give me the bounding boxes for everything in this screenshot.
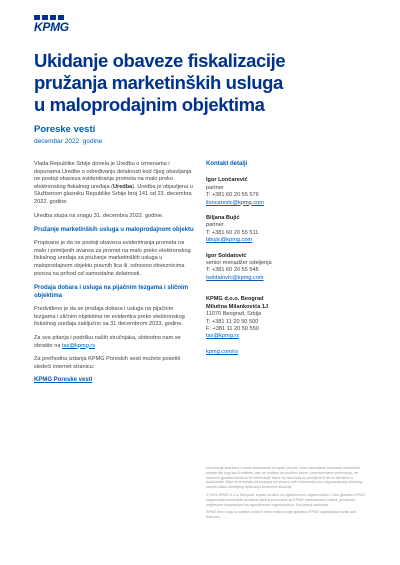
publication-date: decembar 2022. godine [34, 138, 103, 145]
tax-news-link[interactable]: KPMG Poreske vesti [34, 377, 93, 384]
office-company: KPMG d.o.o. Beograd [206, 296, 264, 303]
office-phone: T: +381 11 20 50 500 [206, 318, 259, 325]
effective-date-paragraph: Uredba stupa na snagu 31. decembra 2022. godine. [34, 212, 164, 219]
page-title [34, 50, 294, 116]
contact-name: Biljana Bujić [206, 215, 240, 222]
market-stalls-paragraph: Predviđeno je da se prodaja dobara i usluga na pijačnim tezgama i sličnim objektima ne evidentira preko elektronskog fiskalnog uređaja zaključno sa 31 decembrom 2023. godine. [34, 306, 185, 328]
contact-name: Igor Lončarević [206, 177, 248, 184]
contact-paragraph: Za sva pitanja i podršku naših stručnjaka, slobodno nam se obratite na tax@kpmg.rs [34, 334, 181, 349]
intro-paragraph: Vlada Republike Srbije donela je Uredbu o izmenama i dopunama Uredbe o određivanju delatnosti kod čijeg obavljanja ne postoji obaveza evidentiranja prometa na malo preko elektronskog fiskalnog uređaja (Uredba). Uredba je objavljena u Službenom glasniku Republike Srbije broj 141 od 23. decembra 2022. godine. [34, 161, 193, 205]
contact-email-link[interactable]: iloncarevic@kpmg.com [206, 199, 264, 206]
title-line-1: Ukidanje obaveze fiskalizacije [34, 50, 286, 71]
contact-phone: T: +381 60 20 55 546 [206, 267, 259, 274]
marketing-paragraph: Propisano je da ne postoji obaveza evidentiranja prometa na malo i primljenih avansa za promet na malo preko elektronskog fiskalnog uređaja za pružanje marketinških usluga u maloprodajnom objektu pravnih lica ili, odnosno obveznicima poreza na prihod od samostalne delatnosti. [34, 240, 191, 277]
heading-marketing: Pružanje marketinških usluga u maloprodajnom objektu [34, 227, 194, 234]
office-street: Milutina Milankovića 1J [206, 303, 269, 310]
contact-email-link[interactable]: isoldatovic@kpmg.com [206, 274, 264, 281]
contacts-heading: Kontakt detalji [206, 161, 248, 167]
office-fax: F: +381 11 20 50 550 [206, 325, 259, 332]
tax-email-link[interactable]: tax@kpmg.rs [62, 342, 96, 349]
section-label: Poreske vesti [34, 124, 96, 135]
title-line-2: pružanja marketinških usluga [34, 72, 283, 93]
contact-name: Igor Soldatović [206, 252, 247, 259]
trademark-text: KPMG ime i logo su zaštitni znaci ili robni znakovi koje globalna KPMG organizacija koristi pod licencom. [206, 510, 357, 520]
main-column [34, 161, 194, 385]
office-address [206, 296, 366, 340]
contact-role: partner [206, 222, 224, 229]
contact-column [206, 161, 366, 356]
title-line-3: u maloprodajnim objektima [34, 94, 265, 115]
contact-role: senior menadžer odeljenja [206, 260, 272, 267]
contact-card [206, 177, 366, 207]
website-link[interactable]: kpmg.com/rs [206, 348, 239, 355]
heading-market-stalls: Prodaja dobara i usluga na pijačnim tezgama i sličnim objektima [34, 285, 189, 300]
kpmg-logo [34, 15, 69, 33]
legal-footer [206, 466, 366, 523]
contact-card [206, 215, 366, 245]
contact-card [206, 253, 366, 283]
copyright-text: © 2022 KPMG d.o.o. Beograd, srpsko društvo sa ograničenom odgovornošću i član globalne KPMG organizacije nezavisnih društava članica povezanih sa KPMG International Limited, privatnom engleskom kompanijom sa ograničenom odgovornošću. Sva prava zadržana. [206, 492, 365, 507]
archive-paragraph: Za prethodna izdanja KPMG Poreskih vesti možete posetiti sledeći internet stranicu: [34, 356, 181, 370]
uredba-term: Uredba [112, 183, 133, 190]
disclaimer-text: Informacije sadržane u ovom dokumentu su opšte prirode i nisu namenjene rešavanju konkretnih pitanja bilo kog lica ili entiteta. Iako se trudimo da pružimo tačne i pravovremene informacije, ne možemo garantovati da su te informacije tačne na dan kada su primljene ili da će biti tačne u budućnosti. Niko ne bi trebalo da postupa na osnovu ovih informacija bez odgovarajućeg stručnog saveta nakon temeljnog ispitivanja konkretne situacije. [206, 466, 362, 490]
contact-phone: T: +381 60 20 55 511 [206, 229, 259, 236]
contact-phone: T: +381 60 20 55 576 [206, 192, 259, 199]
logo-text: KPMG [34, 20, 69, 34]
office-email-link[interactable]: tax@kpmg.rs [206, 333, 240, 340]
contact-email-link[interactable]: bbujic@kpmg.com [206, 237, 253, 244]
contact-role: partner [206, 184, 224, 191]
office-city: 11070 Beograd, Srbija [206, 311, 262, 318]
